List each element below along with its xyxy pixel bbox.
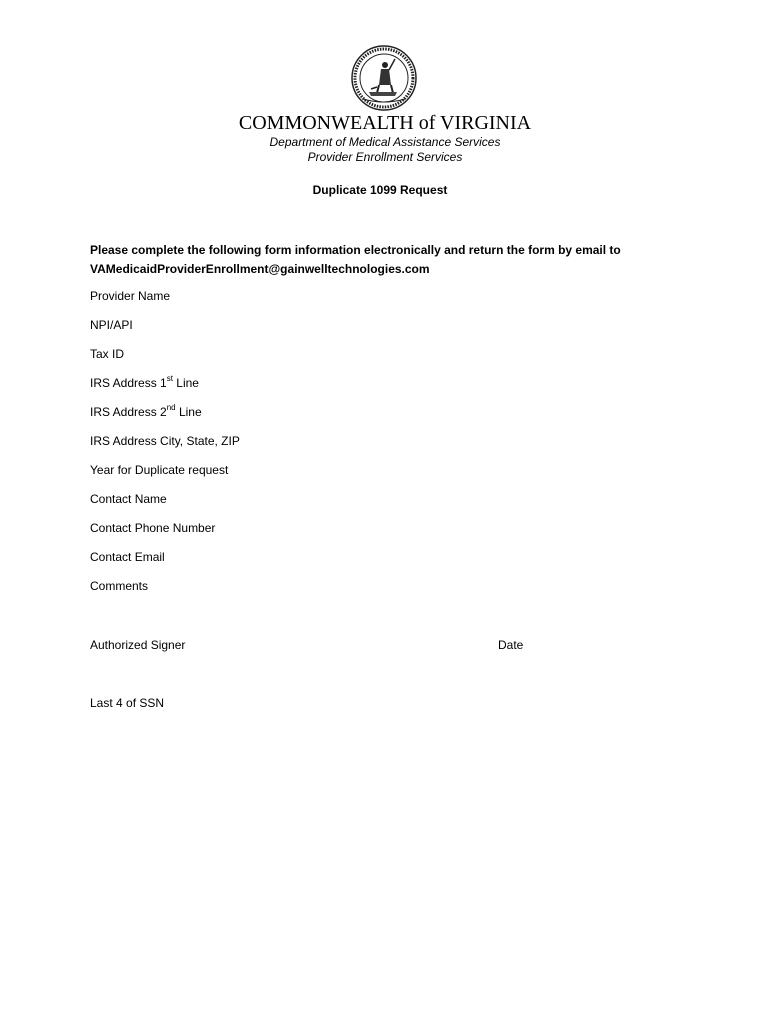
irs-city-state-zip-field[interactable]: IRS Address City, State, ZIP bbox=[90, 434, 240, 448]
line-word: Line bbox=[172, 376, 199, 390]
tax-id-field[interactable]: Tax ID bbox=[90, 347, 125, 361]
page-title: COMMONWEALTH of VIRGINIA bbox=[238, 112, 532, 134]
date-field[interactable]: Date bbox=[498, 638, 524, 652]
npi-api-field[interactable]: NPI/API bbox=[90, 318, 133, 332]
ordinal-suffix: st bbox=[166, 374, 173, 383]
last4-ssn-field[interactable]: Last 4 of SSN bbox=[90, 696, 165, 710]
division-name: Provider Enrollment Services bbox=[307, 150, 463, 164]
irs-address-line1-field[interactable] bbox=[90, 376, 199, 390]
form-title: Duplicate 1099 Request bbox=[312, 183, 448, 197]
irs-address-line2-label: IRS Address 2 bbox=[90, 405, 167, 419]
instructions bbox=[90, 241, 710, 279]
line-word: Line bbox=[175, 405, 202, 419]
department-name: Department of Medical Assistance Services bbox=[269, 135, 501, 149]
year-duplicate-field[interactable]: Year for Duplicate request bbox=[90, 463, 229, 477]
instructions-email-link[interactable]: VAMedicaidProviderEnrollment@gainwelltechnologies.com bbox=[90, 262, 430, 276]
authorized-signer-field[interactable]: Authorized Signer bbox=[90, 638, 186, 652]
contact-phone-field[interactable]: Contact Phone Number bbox=[90, 521, 216, 535]
state-seal-icon bbox=[351, 45, 417, 111]
irs-address-line1-label: IRS Address 1 bbox=[90, 376, 167, 390]
instructions-text: Please complete the following form information electronically and return the form by email to bbox=[90, 243, 621, 257]
contact-name-field[interactable]: Contact Name bbox=[90, 492, 167, 506]
contact-email-field[interactable]: Contact Email bbox=[90, 550, 165, 564]
irs-address-line2-field[interactable] bbox=[90, 405, 202, 419]
comments-field[interactable]: Comments bbox=[90, 579, 149, 593]
provider-name-field[interactable]: Provider Name bbox=[90, 289, 171, 303]
ordinal-suffix: nd bbox=[166, 403, 176, 412]
